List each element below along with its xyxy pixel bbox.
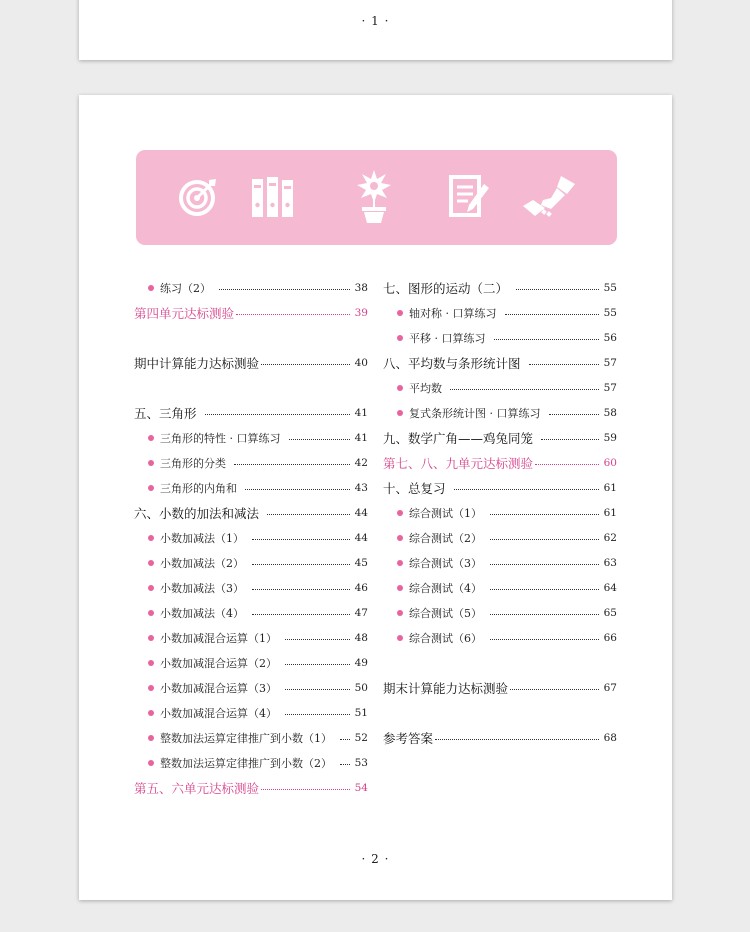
toc-entry-page: 65 — [603, 607, 617, 619]
toc-entry — [383, 404, 617, 422]
toc-entry-page: 44 — [354, 532, 368, 544]
toc-entry-title: 期中计算能力达标测验 — [134, 356, 260, 371]
toc-entry — [383, 304, 617, 322]
toc-entry-page: 66 — [603, 632, 617, 644]
toc-entry-title: 综合测试（1） — [409, 507, 482, 520]
toc-entry-title: 七、图形的运动（二） — [383, 281, 509, 296]
toc-entry — [383, 629, 617, 647]
toc-entry-title: 小数加减混合运算（4） — [160, 707, 277, 720]
dot-leader — [510, 689, 599, 690]
toc-entry-title: 十、总复习 — [383, 481, 446, 496]
toc-entry-title: 综合测试（3） — [409, 557, 482, 570]
bullet-icon — [397, 385, 403, 391]
bullet-icon — [148, 485, 154, 491]
bullet-icon — [148, 585, 154, 591]
dot-leader — [252, 564, 350, 565]
bullet-icon — [148, 535, 154, 541]
bullet-icon — [397, 410, 403, 416]
toc-entry-page: 43 — [354, 482, 368, 494]
dot-leader — [234, 464, 350, 465]
toc-entry-page: 44 — [354, 507, 368, 519]
toc-entry-page: 50 — [354, 682, 368, 694]
toc-entry — [134, 579, 368, 597]
toc-entry — [134, 654, 368, 672]
dot-leader — [435, 739, 599, 740]
bullet-icon — [148, 735, 154, 741]
handshake-icon — [521, 174, 579, 222]
toc-entry — [383, 454, 617, 472]
toc-entry — [134, 354, 368, 372]
page-number-bottom: · 2 · — [361, 852, 390, 866]
toc-entry — [134, 604, 368, 622]
toc-entry-page: 63 — [603, 557, 617, 569]
bullet-icon — [148, 610, 154, 616]
toc-entry-page: 51 — [354, 707, 368, 719]
toc-entry-title: 小数加减法（3） — [160, 582, 244, 595]
toc-entry — [134, 454, 368, 472]
toc-entry-page: 46 — [354, 582, 368, 594]
toc-entry — [383, 429, 617, 447]
toc-entry-title: 参考答案 — [383, 731, 434, 746]
toc-entry — [383, 729, 617, 747]
dot-leader — [205, 414, 350, 415]
toc-entry — [134, 304, 368, 322]
toc-entry-page: 67 — [603, 682, 617, 694]
dot-leader — [490, 589, 599, 590]
dot-leader — [490, 514, 599, 515]
dot-leader — [285, 664, 350, 665]
toc-entry-page: 40 — [354, 357, 368, 369]
toc-entry-title: 综合测试（6） — [409, 632, 482, 645]
toc-entry-title: 综合测试（4） — [409, 582, 482, 595]
contents-page — [79, 95, 672, 900]
toc-entry-title: 三角形的特性 · 口算练习 — [160, 432, 281, 445]
dot-leader — [340, 764, 350, 765]
toc-entry-title: 五、三角形 — [134, 406, 197, 421]
toc-entry — [134, 679, 368, 697]
bullet-icon — [148, 285, 154, 291]
toc-entry — [383, 679, 617, 697]
dot-leader — [490, 539, 599, 540]
toc-entry — [383, 379, 617, 397]
toc-entry — [134, 629, 368, 647]
toc-entry-title: 小数加减混合运算（2） — [160, 657, 277, 670]
toc-entry — [134, 729, 368, 747]
dot-leader — [261, 364, 350, 365]
bullet-icon — [397, 535, 403, 541]
toc-entry-page: 48 — [354, 632, 368, 644]
toc-entry-title: 第七、八、九单元达标测验 — [383, 456, 534, 471]
bullet-icon — [397, 310, 403, 316]
toc-entry-title: 综合测试（5） — [409, 607, 482, 620]
toc-entry — [134, 429, 368, 447]
document-pen-icon — [448, 174, 490, 220]
toc-entry-page: 60 — [603, 457, 617, 469]
toc-entry — [134, 529, 368, 547]
toc-entry-page: 56 — [603, 332, 617, 344]
toc-entry — [134, 279, 368, 297]
toc-entry-page: 42 — [354, 457, 368, 469]
toc-entry-page: 62 — [603, 532, 617, 544]
toc-entry-title: 复式条形统计图 · 口算练习 — [409, 407, 541, 420]
toc-entry-page: 39 — [354, 307, 368, 319]
potted-plant-icon — [354, 168, 394, 224]
toc-entry — [383, 504, 617, 522]
toc-entry-title: 第四单元达标测验 — [134, 306, 235, 321]
toc-entry-title: 平均数 — [409, 382, 442, 395]
toc-entry — [383, 554, 617, 572]
toc-entry-page: 52 — [354, 732, 368, 744]
toc-entry-page: 61 — [603, 507, 617, 519]
toc-entry — [383, 329, 617, 347]
dot-leader — [450, 389, 599, 390]
toc-entry-page: 59 — [603, 432, 617, 444]
toc-entry-title: 整数加法运算定律推广到小数（1） — [160, 732, 332, 745]
header-banner — [136, 150, 617, 245]
toc-entry-page: 61 — [603, 482, 617, 494]
dot-leader — [516, 289, 599, 290]
dot-leader — [490, 614, 599, 615]
toc-entry-title: 六、小数的加法和减法 — [134, 506, 260, 521]
toc-entry-title: 九、数学广角——鸡兔同笼 — [383, 431, 534, 446]
toc-entry-page: 64 — [603, 582, 617, 594]
toc-entry-title: 第五、六单元达标测验 — [134, 781, 260, 796]
dot-leader — [252, 614, 350, 615]
toc-entry-page: 68 — [603, 732, 617, 744]
toc-entry — [383, 354, 617, 372]
toc-entry-title: 小数加减混合运算（1） — [160, 632, 277, 645]
toc-entry-page: 57 — [603, 357, 617, 369]
binders-icon — [250, 175, 296, 219]
bullet-icon — [397, 560, 403, 566]
previous-page — [79, 0, 672, 60]
toc-entry — [383, 529, 617, 547]
dot-leader — [267, 514, 350, 515]
toc-entry — [134, 754, 368, 772]
toc-entry-page: 53 — [354, 757, 368, 769]
dot-leader — [285, 639, 350, 640]
bullet-icon — [148, 635, 154, 641]
toc-entry-page: 55 — [603, 307, 617, 319]
toc-entry — [134, 504, 368, 522]
bullet-icon — [397, 510, 403, 516]
toc-entry-title: 三角形的内角和 — [160, 482, 237, 495]
bullet-icon — [148, 685, 154, 691]
toc-entry — [134, 779, 368, 797]
toc-entry-title: 轴对称 · 口算练习 — [409, 307, 497, 320]
dot-leader — [340, 739, 350, 740]
toc-entry-page: 49 — [354, 657, 368, 669]
bullet-icon — [148, 560, 154, 566]
toc-entry-title: 练习（2） — [160, 282, 211, 295]
dot-leader — [490, 564, 599, 565]
bullet-icon — [148, 660, 154, 666]
dot-leader — [252, 589, 350, 590]
toc-entry-title: 小数加减法（2） — [160, 557, 244, 570]
page-number-top: · 1 · — [361, 14, 390, 28]
bullet-icon — [148, 760, 154, 766]
toc-entry — [383, 479, 617, 497]
dot-leader — [261, 789, 350, 790]
bullet-icon — [397, 335, 403, 341]
dot-leader — [285, 714, 350, 715]
dot-leader — [285, 689, 350, 690]
bullet-icon — [148, 710, 154, 716]
dot-leader — [494, 339, 599, 340]
toc-entry-title: 小数加减法（4） — [160, 607, 244, 620]
toc-entry-title: 综合测试（2） — [409, 532, 482, 545]
bullet-icon — [397, 635, 403, 641]
toc-entry-title: 期末计算能力达标测验 — [383, 681, 509, 696]
toc-entry-page: 54 — [354, 782, 368, 794]
toc-entry — [134, 404, 368, 422]
toc-entry-title: 小数加减法（1） — [160, 532, 244, 545]
dot-leader — [454, 489, 599, 490]
toc-entry-page: 38 — [354, 282, 368, 294]
toc-entry — [134, 479, 368, 497]
toc-entry — [134, 554, 368, 572]
dot-leader — [535, 464, 599, 465]
toc-entry — [383, 279, 617, 297]
toc-entry-title: 小数加减混合运算（3） — [160, 682, 277, 695]
toc-entry-page: 57 — [603, 382, 617, 394]
toc-entry-page: 55 — [603, 282, 617, 294]
dot-leader — [505, 314, 599, 315]
toc-entry-title: 平移 · 口算练习 — [409, 332, 486, 345]
dot-leader — [289, 439, 350, 440]
dot-leader — [490, 639, 599, 640]
dot-leader — [219, 289, 350, 290]
dot-leader — [529, 364, 599, 365]
dot-leader — [236, 314, 350, 315]
bullet-icon — [148, 435, 154, 441]
dot-leader — [245, 489, 350, 490]
dot-leader — [252, 539, 350, 540]
target-icon — [178, 177, 218, 217]
dot-leader — [549, 414, 599, 415]
toc-entry — [383, 604, 617, 622]
toc-entry-page: 41 — [354, 432, 368, 444]
bullet-icon — [397, 610, 403, 616]
toc-entry-page: 45 — [354, 557, 368, 569]
toc-entry — [383, 579, 617, 597]
toc-entry — [134, 704, 368, 722]
toc-entry-title: 三角形的分类 — [160, 457, 226, 470]
toc-entry-page: 58 — [603, 407, 617, 419]
toc-entry-page: 47 — [354, 607, 368, 619]
toc-entry-page: 41 — [354, 407, 368, 419]
bullet-icon — [397, 585, 403, 591]
dot-leader — [541, 439, 599, 440]
toc-entry-title: 整数加法运算定律推广到小数（2） — [160, 757, 332, 770]
toc-entry-title: 八、平均数与条形统计图 — [383, 356, 521, 371]
bullet-icon — [148, 460, 154, 466]
